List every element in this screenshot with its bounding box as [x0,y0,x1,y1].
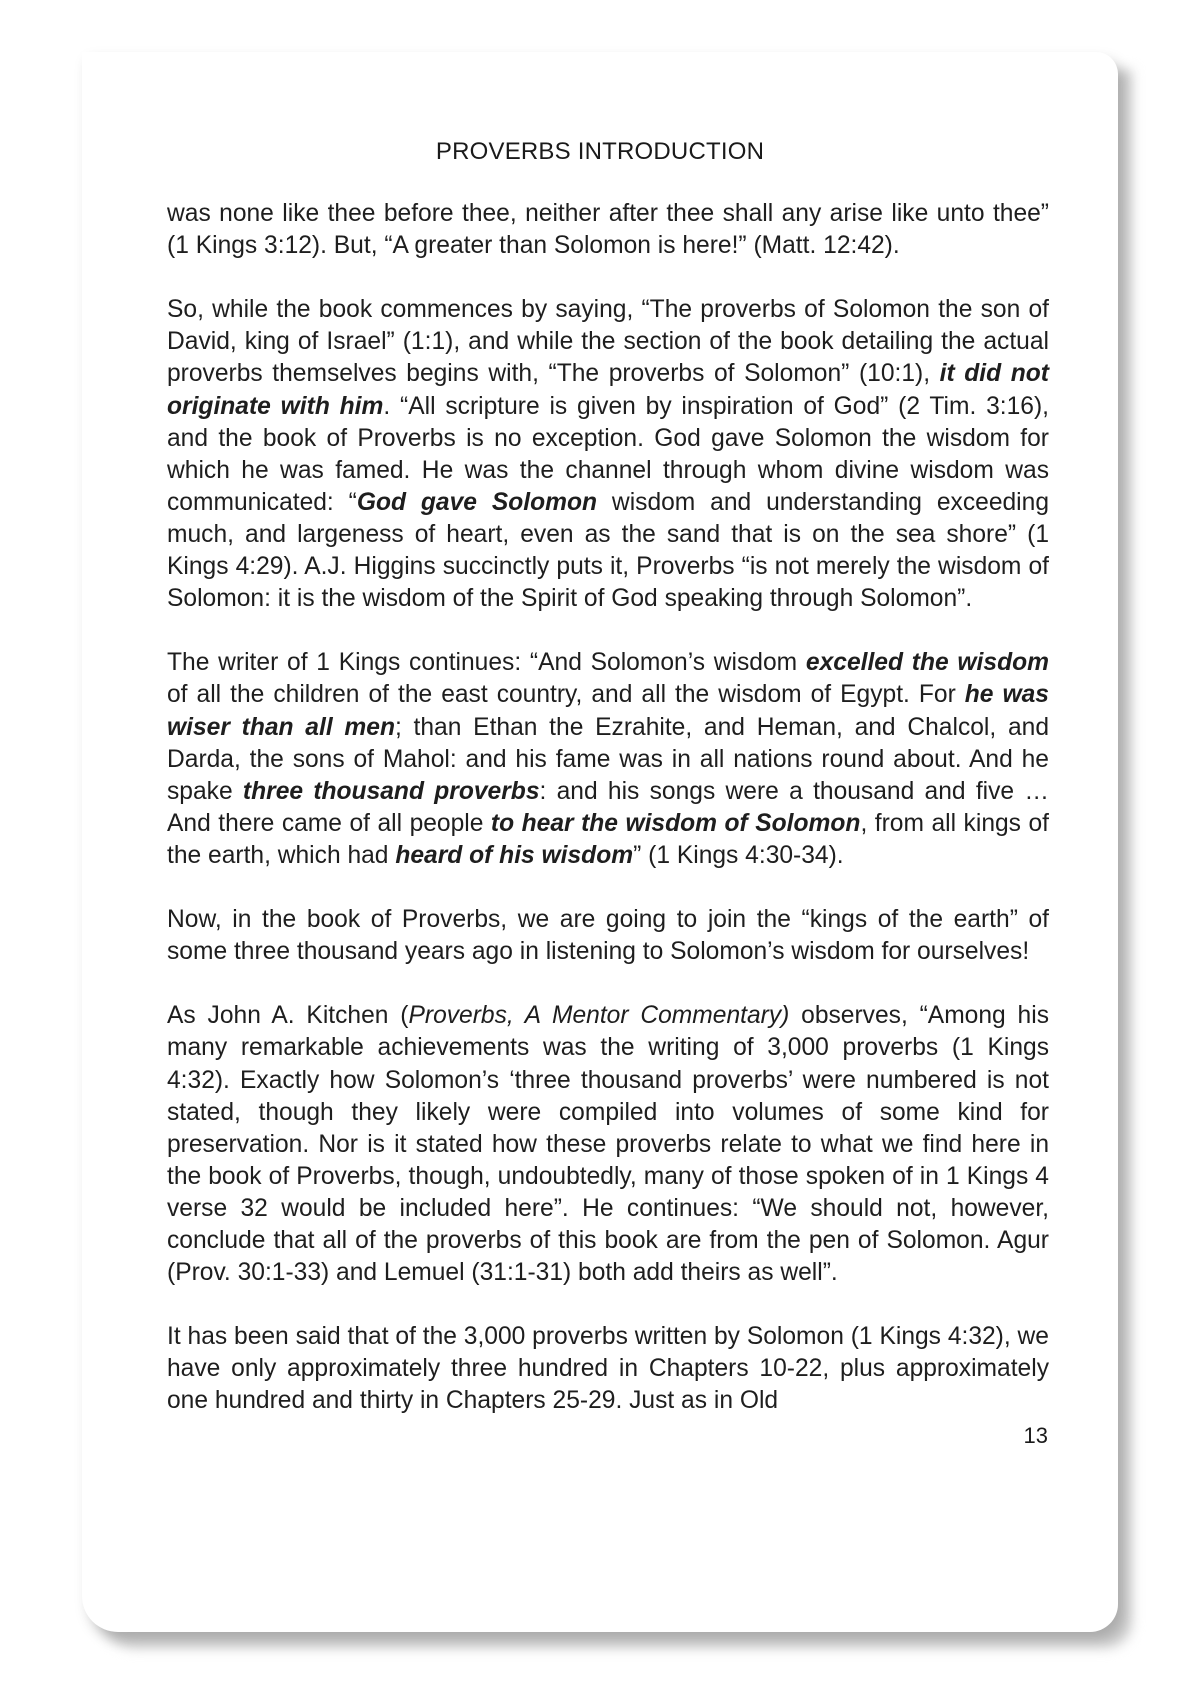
text-run: , from all kings of the earth, which had [167,809,1049,869]
paragraph [167,647,1049,872]
emphasis-text: heard of his wisdom [395,841,634,869]
page-number: 13 [1023,1423,1048,1448]
emphasis-text: it did not originate with him [167,360,1049,420]
text-run: It has been said that of the 3,000 proverbs written by Solomon (1 Kings 4:32), we have only approximately three hundred in Chapters 10-22, plus approximately one hundred and thirty in Chapters 25-29. Just as in Old [167,1323,1049,1415]
text-run: observes, “Among his many remarkable achievements was the writing of 3,000 proverbs (1 Kings 4:32). Exactly how Solomon’s ‘three thousand proverbs’ were numbered is not stated, though they likely were compiled into volumes of some kind for preservation. Nor is it stated how these proverbs relate to what we find here in the book of Proverbs, though, undoubtedly, many of those spoken of in 1 Kings 4 verse 32 would be included here”. He continues: “We should not, however, conclude that all of the proverbs of this book are from the pen of Solomon. Agur (Prov. 30:1-33) and Lemuel (31:1-31) both add theirs as well”. [167,1002,1049,1287]
text-run: As John A. Kitchen ( [167,1002,409,1030]
book-page [82,52,1118,1632]
emphasis-text: he was wiser than all men [167,681,1049,741]
text-run: : and his songs were a thousand and five … And there came of all people [167,777,1049,837]
text-run: ; than Ethan the Ezrahite, and Heman, and Chalcol, and Darda, the sons of Mahol: and his fame was in all nations round about. And he spake [167,713,1049,805]
text-run: was none like thee before thee, neither after thee shall any arise like unto thee” (1 Kings 3:12). But, “A greater than Solomon is here!” (Matt. 12:42). [167,200,1049,260]
paragraph [167,1321,1049,1417]
running-header: PROVERBS INTRODUCTION [435,138,765,165]
paragraph [167,904,1049,968]
body-text [167,198,1049,1418]
text-run: wisdom and understanding exceeding much, and largeness of heart, even as the sand that is on the sea shore” (1 Kings 4:29). A.J. Higgins succinctly puts it, Proverbs “is not merely the wisdom of Solomon: it is the wisdom of the Spirit of God speaking through Solomon”. [167,488,1049,613]
paragraph [167,1000,1049,1289]
paragraph [167,294,1049,615]
emphasis-text: excelled the wisdom [805,649,1049,677]
text-run: of all the children of the east country, and all the wisdom of Egypt. For [167,681,965,709]
italic-citation: Proverbs, A Mentor Commentary) [408,1002,790,1030]
emphasis-text: three thousand proverbs [242,777,540,805]
text-run: So, while the book commences by saying, “The proverbs of Solomon the son of David, king of Israel” (1:1), and while the section of the book detailing the actual proverbs themselves begins with, “The proverbs of Solomon” (10:1), [167,296,1049,388]
text-run: The writer of 1 Kings continues: “And Solomon’s wisdom [167,649,806,677]
text-run: . “All scripture is given by inspiration of God” (2 Tim. 3:16), and the book of Proverbs is no exception. God gave Solomon the wisdom for which he was famed. He was the channel through whom divine wisdom was communicated: “ [167,392,1049,516]
paragraph [167,198,1049,262]
text-run: Now, in the book of Proverbs, we are going to join the “kings of the earth” of some three thousand years ago in listening to Solomon’s wisdom for ourselves! [167,906,1049,966]
text-run: ” (1 Kings 4:30-34). [633,841,844,869]
emphasis-text: God gave Solomon [356,488,598,516]
emphasis-text: to hear the wisdom of Solomon [490,809,861,837]
